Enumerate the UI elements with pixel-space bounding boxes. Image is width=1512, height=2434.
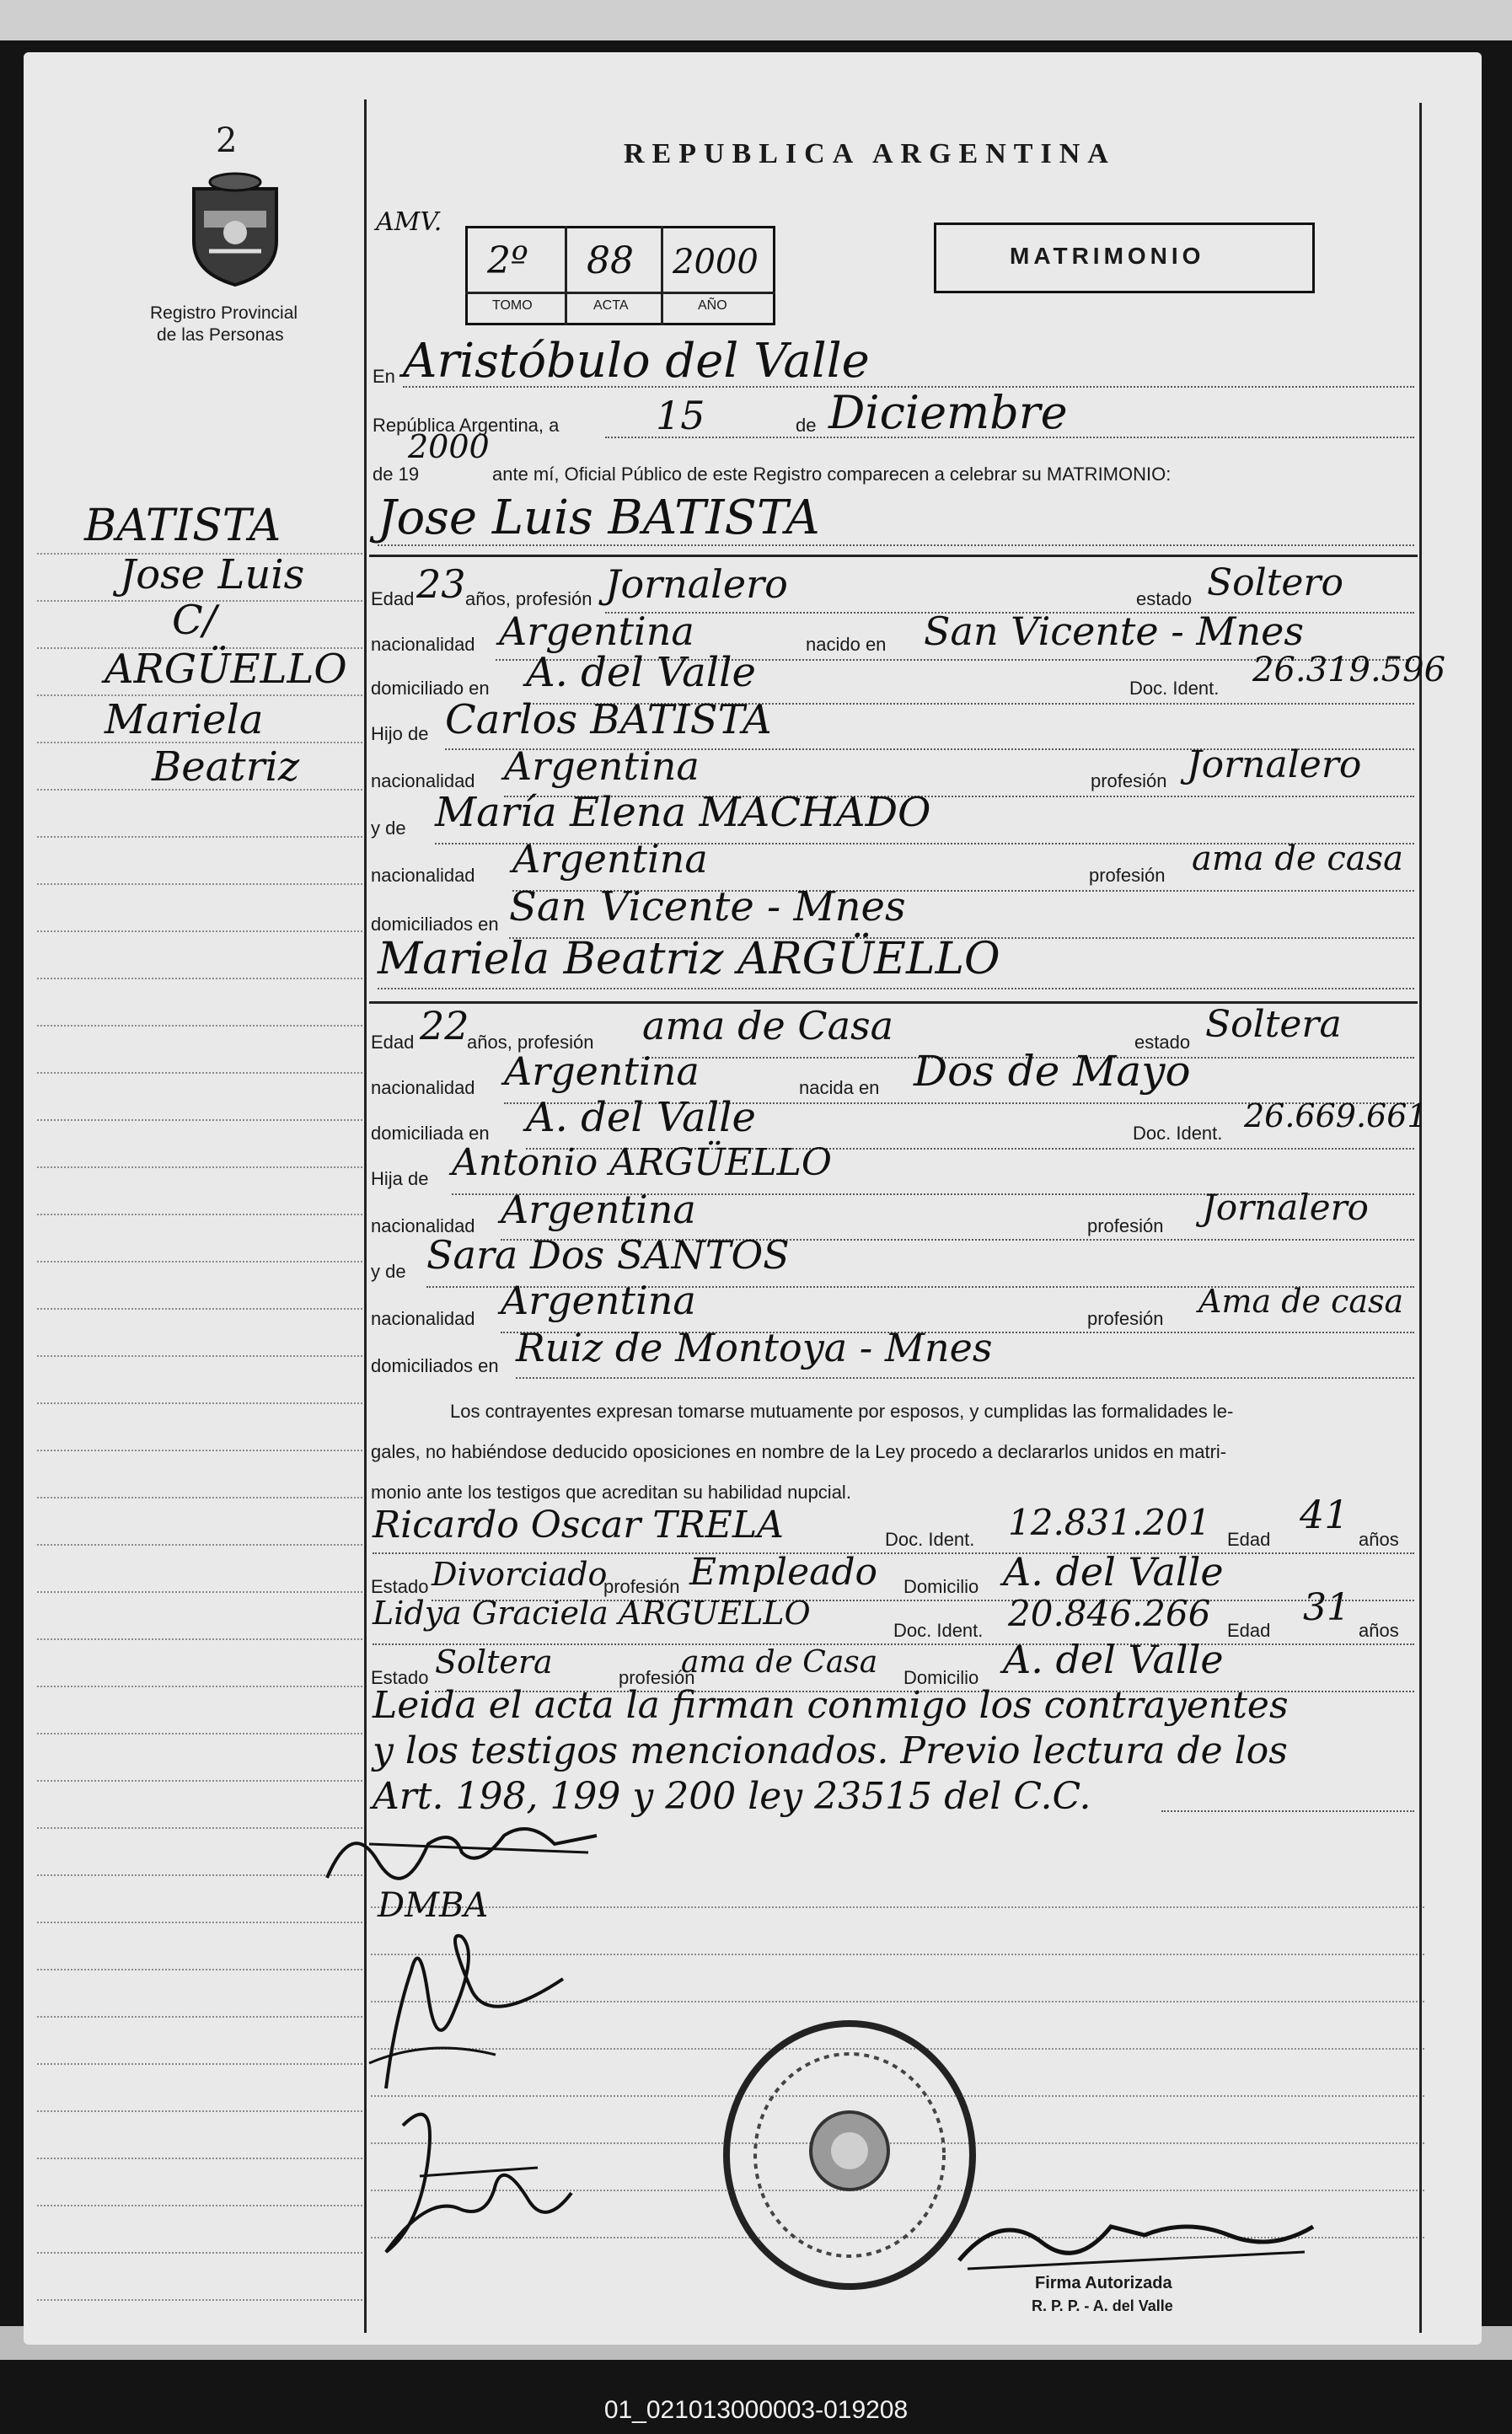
- groom-name: Jose Luis BATISTA: [378, 491, 820, 545]
- bride-doc-label: Doc. Ident.: [1133, 1123, 1223, 1144]
- witness1-line-1: [373, 1552, 1414, 1554]
- bride-line-8: [516, 1377, 1414, 1379]
- image-id-footer: 01_021013000003-019208: [603, 2396, 909, 2424]
- groom-parents-dom: San Vicente - Mnes: [509, 883, 906, 930]
- margin-note-line6: Beatriz: [152, 743, 300, 791]
- groom-mother-nat: Argentina: [512, 836, 708, 882]
- bride-father-nac-label: nacionalidad: [371, 1215, 475, 1236]
- witness2-estado: Soltera: [435, 1643, 553, 1681]
- register-page: [24, 52, 1482, 2345]
- authorized-office: R. P. P. - A. del Valle: [1032, 2297, 1173, 2314]
- bride-father-nat: Argentina: [501, 1187, 696, 1232]
- bride-mother-nat: Argentina: [501, 1278, 696, 1323]
- margin-note-line2: Jose Luis: [120, 551, 305, 598]
- declaration-line3: monio ante los testigos que acreditan su habilidad nupcial.: [371, 1482, 851, 1503]
- witness2-dom-label: Domicilio: [903, 1667, 979, 1688]
- place: Aristóbulo del Valle: [403, 334, 870, 389]
- witness1-estado-label: Estado: [371, 1576, 429, 1597]
- tomo-label: TOMO: [492, 298, 533, 313]
- declaration-line1: Los contrayentes expresan tomarse mutuamente por esposos, y cumplidas las formalidades le-: [450, 1401, 1234, 1422]
- groom-estado: Soltero: [1207, 561, 1343, 604]
- groom-domicile: A. del Valle: [526, 649, 756, 696]
- groom-mother-nac-label: nacionalidad: [371, 865, 475, 886]
- groom-nac-label: nacionalidad: [371, 634, 475, 655]
- groom-mother-prof: ama de casa: [1192, 839, 1403, 878]
- groom-edad-label: Edad: [371, 588, 415, 609]
- groom-birthplace: San Vicente - Mnes: [924, 608, 1304, 654]
- groom-name-line: [378, 544, 1414, 546]
- groom-hijo-label: Hijo de: [371, 723, 429, 744]
- scan-top-edge: [0, 0, 1512, 40]
- bride-estado: Soltera: [1205, 1003, 1342, 1046]
- bride-estado-label: estado: [1134, 1032, 1191, 1053]
- date-fill-line: [605, 437, 1414, 438]
- witness2-prof-label: profesión: [619, 1667, 695, 1688]
- bride-parents-dom: Ruiz de Montoya - Mnes: [516, 1325, 993, 1370]
- bride-hija-label: Hija de: [371, 1168, 429, 1189]
- witness2-age: 31: [1303, 1586, 1350, 1629]
- bride-profesion-label: años, profesión: [467, 1032, 594, 1053]
- bride-mother-prof-label: profesión: [1087, 1308, 1164, 1329]
- intro-text: ante mí, Oficial Público de este Registro comparecen a celebrar su MATRIMONIO:: [492, 464, 1172, 485]
- groom-nationality: Argentina: [499, 608, 694, 654]
- groom-mother: María Elena MACHADO: [435, 789, 931, 836]
- witness1-anos-label: años: [1359, 1529, 1399, 1550]
- acta-label: ACTA: [593, 298, 629, 313]
- witness2-domicile: A. del Valle: [1003, 1637, 1224, 1682]
- margin-note-line4: ARGÜELLO: [105, 646, 347, 693]
- groom-doc-label: Doc. Ident.: [1129, 678, 1220, 699]
- month: Diciembre: [828, 386, 1068, 439]
- groom-doc: 26.319.596: [1252, 651, 1446, 689]
- bride-father: Antonio ARGÜELLO: [452, 1141, 832, 1184]
- bride-mother-prof: Ama de casa: [1198, 1283, 1404, 1320]
- bride-nacida-label: nacida en: [799, 1077, 880, 1098]
- ano-label: AÑO: [698, 298, 727, 313]
- margin-note-line1: BATISTA: [84, 501, 281, 551]
- witness2-estado-label: Estado: [371, 1667, 429, 1688]
- witness2-profession: ama de Casa: [681, 1645, 878, 1680]
- signature-groom: [361, 1920, 580, 2105]
- page-number: 2: [216, 121, 238, 160]
- bride-domicile: A. del Valle: [526, 1094, 756, 1141]
- bride-parents-dom-label: domiciliados en: [371, 1355, 499, 1376]
- groom-father-nac-label: nacionalidad: [371, 770, 475, 791]
- acta-box-divider-2: [661, 226, 663, 325]
- witness1-profession: Empleado: [689, 1551, 878, 1594]
- doc-type-title: MATRIMONIO: [1010, 243, 1205, 269]
- witness2-name: Lidya Graciela ARGUELLO: [373, 1595, 811, 1632]
- witness1-edad-label: Edad: [1227, 1529, 1271, 1550]
- witness1-dom-label: Domicilio: [903, 1576, 979, 1597]
- registry-name-line2: de las Personas: [157, 325, 284, 345]
- groom-dom-label: domiciliado en: [371, 678, 490, 699]
- bride-nationality: Argentina: [504, 1048, 700, 1094]
- groom-profession: Jornalero: [605, 561, 788, 607]
- bride-yde-label: y de: [371, 1261, 406, 1282]
- groom-profesion-label: años, profesión: [465, 588, 592, 609]
- office-code: AMV.: [376, 207, 442, 237]
- tomo-value: 2º: [487, 239, 528, 282]
- groom-estado-label: estado: [1136, 588, 1193, 609]
- en-label: En: [373, 366, 395, 387]
- margin-note-line5: Mariela: [105, 696, 264, 743]
- groom-father-nat: Argentina: [504, 743, 700, 789]
- bride-birthplace: Dos de Mayo: [914, 1047, 1191, 1096]
- acta-box-divider-1: [565, 226, 567, 325]
- witness1-doc: 12.831.201: [1008, 1502, 1211, 1543]
- witness2-edad-label: Edad: [1227, 1620, 1271, 1641]
- bride-nac-label: nacionalidad: [371, 1077, 475, 1098]
- groom-yde-label: y de: [371, 818, 406, 839]
- de-label-1: de: [796, 415, 817, 436]
- witness2-anos-label: años: [1359, 1620, 1399, 1641]
- ano-value: 2000: [673, 243, 759, 281]
- witness2-doc: 20.846.266: [1008, 1593, 1211, 1634]
- closing-line3: Art. 198, 199 y 200 ley 23515 del C.C.: [373, 1775, 1091, 1818]
- closing-line2: y los testigos mencionados. Previo lectura de los: [373, 1729, 1288, 1772]
- year-prefix: de 19: [373, 464, 420, 485]
- official-seal-stamp: [715, 2016, 984, 2294]
- groom-parents-dom-label: domiciliados en: [371, 914, 499, 935]
- groom-father-prof: Jornalero: [1187, 743, 1362, 786]
- margin-note-line3: C/: [172, 597, 217, 644]
- bride-profession: ama de Casa: [642, 1003, 894, 1048]
- day: 15: [656, 393, 705, 438]
- groom-age: 23: [416, 561, 466, 607]
- bride-doc: 26.669.661: [1244, 1097, 1428, 1134]
- signature-bride: [369, 2092, 588, 2269]
- witness1-estado: Divorciado: [432, 1556, 608, 1593]
- closing-initials: DMBA: [378, 1886, 489, 1925]
- coat-of-arms-icon: [184, 170, 287, 288]
- bride-edad-label: Edad: [371, 1032, 415, 1053]
- declaration-line2: gales, no habiéndose deducido oposiciones en nombre de la Ley procedo a declararlos unidos en matri-: [371, 1441, 1227, 1462]
- groom-nacido-label: nacido en: [806, 634, 887, 655]
- groom-mother-prof-label: profesión: [1089, 865, 1166, 886]
- bride-father-prof-label: profesión: [1087, 1215, 1164, 1236]
- witness1-name: Ricardo Oscar TRELA: [373, 1504, 784, 1547]
- closing-line3-fill: [1161, 1810, 1414, 1812]
- acta-box-hdivider: [465, 292, 775, 294]
- country-title: REPUBLICA ARGENTINA: [624, 138, 1116, 169]
- witness1-age: 41: [1300, 1492, 1349, 1537]
- groom-section-rule: [369, 555, 1418, 557]
- closing-line1: Leida el acta la firman conmigo los contrayentes: [373, 1684, 1289, 1727]
- witness1-doc-label: Doc. Ident.: [885, 1529, 975, 1550]
- registry-name-line1: Registro Provincial: [150, 303, 298, 323]
- bride-mother-nac-label: nacionalidad: [371, 1308, 475, 1329]
- witness1-prof-label: profesión: [603, 1576, 680, 1597]
- bride-name: Mariela Beatriz ARGÜELLO: [378, 934, 1000, 984]
- right-border: [1419, 103, 1422, 2333]
- signature-scribble-1: [319, 1810, 605, 1886]
- republica-label: República Argentina, a: [373, 415, 560, 436]
- acta-value: 88: [587, 239, 634, 282]
- bride-father-prof: Jornalero: [1202, 1187, 1369, 1228]
- year: 2000: [408, 428, 490, 465]
- bride-age: 22: [420, 1003, 469, 1048]
- bride-name-line: [378, 988, 1414, 989]
- authorized-label: Firma Autorizada: [1035, 2274, 1172, 2292]
- witness2-doc-label: Doc. Ident.: [893, 1620, 984, 1641]
- bride-mother: Sara Dos SANTOS: [426, 1232, 790, 1278]
- groom-father-prof-label: profesión: [1091, 770, 1167, 791]
- groom-father: Carlos BATISTA: [445, 696, 772, 743]
- bride-dom-label: domiciliada en: [371, 1123, 490, 1144]
- witness1-domicile: A. del Valle: [1003, 1549, 1224, 1595]
